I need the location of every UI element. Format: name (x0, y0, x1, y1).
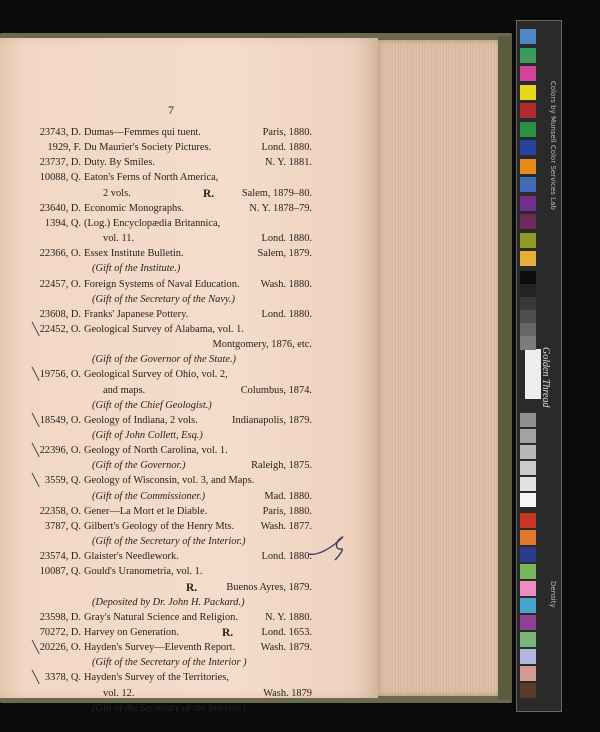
catalog-entry (0, 520, 312, 534)
catalog-entry (0, 384, 312, 398)
catalog-entry (0, 459, 312, 473)
catalog-entry (0, 217, 312, 231)
check-mark-icon: ╲ (32, 670, 40, 685)
catalog-entry (0, 474, 312, 488)
color-swatch (520, 632, 536, 647)
catalog-entry (0, 232, 312, 246)
target-icon (525, 349, 541, 399)
check-mark-icon: ╲ (32, 412, 40, 427)
entry-title: Du Maurier's Society Pictures. (84, 142, 212, 154)
entry-title: Hayden's Survey—Eleventh Report. (84, 642, 236, 654)
accession-number: 3559, Q. (44, 475, 81, 487)
catalog-entry (0, 141, 312, 155)
catalog-entry (0, 399, 312, 413)
catalog-entry (0, 171, 312, 185)
publication-info: Lond. 1880. (261, 142, 312, 154)
catalog-entry (0, 702, 312, 716)
catalog-entry (0, 626, 312, 640)
gray-swatch (520, 323, 536, 337)
catalog-entry (0, 429, 312, 443)
color-swatch (520, 66, 536, 81)
gift-note: (Gift of John Collett, Esq.) (92, 430, 203, 441)
color-swatch (520, 513, 536, 528)
gift-note: (Gift of the Commissioner.) (92, 490, 206, 502)
color-swatch (520, 140, 536, 155)
accession-number: 22452, O. (39, 323, 81, 335)
accession-number: 1929, F. (47, 142, 81, 154)
catalog-entry (0, 338, 312, 352)
gift-note: (Gift of the Secretary of the Navy.) (92, 293, 236, 305)
catalog-entry (0, 611, 312, 625)
gift-note: (Gift of the Chief Geologist.) (92, 399, 212, 411)
color-swatch (520, 159, 536, 174)
accession-number: 10088, Q. (39, 172, 81, 184)
entry-title: Geological Survey of Alabama, vol. 1. (84, 323, 244, 335)
gray-swatch (520, 445, 536, 459)
publication-info: N. Y. 1880. (264, 611, 312, 623)
publication-info: Columbus, 1874. (240, 384, 312, 396)
color-swatch (520, 214, 536, 229)
accession-number: 3378, Q. (44, 672, 81, 684)
accession-number: 23640, D. (39, 202, 81, 214)
gray-swatch (520, 297, 536, 311)
publication-info: Lond. 1880. (261, 233, 312, 245)
card-top-label: Colors by Munsell Color Services Lab (549, 81, 557, 210)
catalog-entry (0, 490, 312, 504)
entry-title: Duty. By Smiles. (84, 157, 155, 169)
accession-number: 23608, D. (39, 308, 81, 320)
reference-mark: R. (203, 187, 215, 200)
check-mark-icon: ╲ (32, 367, 40, 382)
catalog-entry (0, 444, 312, 458)
accession-number: 23737, D. (39, 157, 81, 169)
entry-title: Eaton's Ferns of North America, (84, 172, 219, 184)
catalog-entry (0, 641, 312, 655)
catalog-entry (0, 565, 312, 579)
catalog-entry (0, 202, 312, 216)
gray-swatch (520, 336, 536, 350)
gray-swatch (520, 429, 536, 443)
entry-title: Geology of North Carolina, vol. 1. (84, 445, 228, 457)
color-swatch (520, 598, 536, 613)
accession-number: 3787, Q. (44, 520, 81, 532)
catalog-entry (0, 581, 312, 595)
accession-number: 22396, O. (39, 445, 81, 457)
gray-swatch (520, 310, 536, 324)
entry-title: Harvey on Generation. (84, 626, 179, 638)
card-bottom-label: Density (549, 581, 557, 608)
color-swatch (520, 196, 536, 211)
entry-title: and maps. (103, 384, 146, 396)
color-swatch (520, 683, 536, 698)
gray-swatch (520, 477, 536, 491)
entry-title: Gener—La Mort et le Diable. (84, 505, 208, 517)
publication-info: Mad. 1880. (264, 490, 312, 502)
color-swatch (520, 649, 536, 664)
publication-info: Salem, 1879–80. (241, 187, 312, 199)
catalog-entry (0, 687, 312, 701)
catalog-entry (0, 293, 312, 307)
color-swatch (520, 564, 536, 579)
gift-note: (Gift of the Secretary of the Interior ) (92, 657, 247, 669)
catalog-entry (0, 353, 312, 367)
entry-title: Essex Institute Bulletin. (84, 248, 184, 260)
gift-note: (Deposited by Dr. John H. Packard.) (92, 596, 245, 608)
catalog-entry (0, 156, 312, 170)
accession-number: 10087, Q. (39, 566, 81, 578)
publication-info: Wash. 1880. (260, 278, 312, 290)
color-swatch (520, 103, 536, 118)
entry-title: Dumas—Femmes qui tuent. (84, 127, 201, 138)
color-swatch (520, 530, 536, 545)
gift-note: (Gift of the Institute.) (92, 263, 181, 275)
catalog-entry (0, 671, 312, 685)
color-swatch (520, 48, 536, 63)
gift-note: (Gift of the Governor of the State.) (92, 354, 236, 366)
publication-info: Lond. 1880. (261, 308, 312, 320)
catalog-entry (0, 550, 312, 564)
entry-title: Hayden's Survey of the Territories, (84, 672, 229, 684)
publication-info: Salem, 1879. (257, 248, 312, 260)
catalog-entry (0, 414, 312, 428)
color-swatch (520, 85, 536, 100)
catalog-entry (0, 656, 312, 670)
color-swatch (520, 233, 536, 248)
color-swatch (520, 581, 536, 596)
catalog-entry (0, 247, 312, 261)
entry-title: 2 vols. (103, 187, 131, 199)
check-mark-icon: ╲ (32, 321, 40, 336)
check-mark-icon: ╲ (32, 443, 40, 458)
publication-info: Montgomery, 1876, etc. (212, 339, 312, 351)
publication-info: Lond. 1880. (261, 551, 312, 563)
publication-info: N. Y. 1881. (264, 157, 312, 169)
color-swatch (520, 29, 536, 44)
catalog-entry (0, 368, 312, 382)
reference-mark: R. (222, 626, 234, 639)
color-swatch (520, 666, 536, 681)
page-number: 7 (168, 103, 174, 117)
catalog-entry (0, 308, 312, 322)
catalog-entry (0, 596, 312, 610)
entry-title: vol. 12. (103, 687, 135, 699)
publication-info: Wash. 1879 (263, 687, 312, 699)
accession-number: 22358, O. (39, 505, 81, 517)
gift-note: (Gift of the Governor.) (92, 460, 186, 472)
publication-info: Wash. 1879. (260, 642, 312, 654)
gray-swatch (520, 413, 536, 427)
page-edges (378, 40, 500, 696)
entry-title: Geological Survey of Ohio, vol. 2, (84, 369, 228, 381)
book-spine (498, 36, 512, 700)
entry-title: Gray's Natural Science and Religion. (84, 611, 238, 623)
accession-number: 18549, O. (39, 414, 81, 426)
margin-annotation-icon (305, 532, 350, 562)
check-mark-icon: ╲ (32, 640, 40, 655)
card-brand: Golden Thread (540, 347, 551, 408)
gray-swatch (520, 284, 536, 298)
color-calibration-card (516, 20, 562, 712)
reference-mark: R. (186, 581, 198, 594)
accession-number: 19756, O. (39, 369, 81, 381)
publication-info: Buenos Ayres, 1879. (226, 581, 312, 593)
publication-info: N. Y. 1878–79. (249, 202, 312, 214)
check-mark-icon: ╲ (32, 473, 40, 488)
color-swatch (520, 177, 536, 192)
entry-title: Foreign Systems of Naval Education. (84, 278, 240, 290)
accession-number: 22366, O. (39, 248, 81, 260)
gray-swatch (520, 461, 536, 475)
gift-note: (Gift of the Secretary of the Interior.) (92, 536, 246, 548)
publication-info: Indianapolis, 1879. (232, 414, 312, 426)
publication-info: Paris, 1880. (262, 127, 312, 138)
accession-number: 20226, O. (39, 642, 81, 654)
entry-title: (Log.) Encyclopædia Britannica, (84, 217, 221, 229)
gray-swatch (520, 271, 536, 285)
entry-title: Gilbert's Geology of the Henry Mts. (84, 520, 235, 532)
color-swatch (520, 122, 536, 137)
publication-info: Wash. 1877. (260, 520, 312, 532)
gray-swatch (520, 493, 536, 507)
publication-info: Raleigh, 1875. (251, 460, 312, 472)
publication-info: Paris, 1880. (262, 505, 312, 517)
accession-number: 70272, D. (39, 626, 81, 638)
accession-number: 1394, Q. (44, 217, 81, 229)
entry-title: Economic Monographs. (84, 202, 184, 214)
color-swatch (520, 251, 536, 266)
catalog-entry (0, 323, 312, 337)
publication-info: Lond. 1653. (261, 626, 312, 638)
catalog-entry (0, 126, 312, 140)
accession-number: 23574, D. (39, 551, 81, 563)
entry-title: Glaister's Needlework. (84, 551, 179, 563)
accession-number: 23743, D. (39, 127, 81, 138)
entry-title: Franks' Japanese Pottery. (84, 308, 189, 320)
gift-note: (Gift of the Secretary of the Interior.) (92, 702, 246, 714)
catalog-entry (0, 278, 312, 292)
entry-title: Geology of Indiana, 2 vols. (84, 414, 198, 426)
entry-title: vol. 11. (103, 233, 135, 245)
entry-title: Geology of Wisconsin, vol. 3, and Maps. (84, 475, 255, 487)
catalog-entry (0, 262, 312, 276)
accession-number: 23598, D. (39, 611, 81, 623)
accession-number: 22457, O. (39, 278, 81, 290)
color-swatch (520, 547, 536, 562)
catalog-entry (0, 187, 312, 201)
entry-title: Gould's Uranometria, vol. 1. (84, 566, 203, 578)
catalog-entry (0, 505, 312, 519)
color-swatch (520, 615, 536, 630)
catalog-entry (0, 535, 312, 549)
